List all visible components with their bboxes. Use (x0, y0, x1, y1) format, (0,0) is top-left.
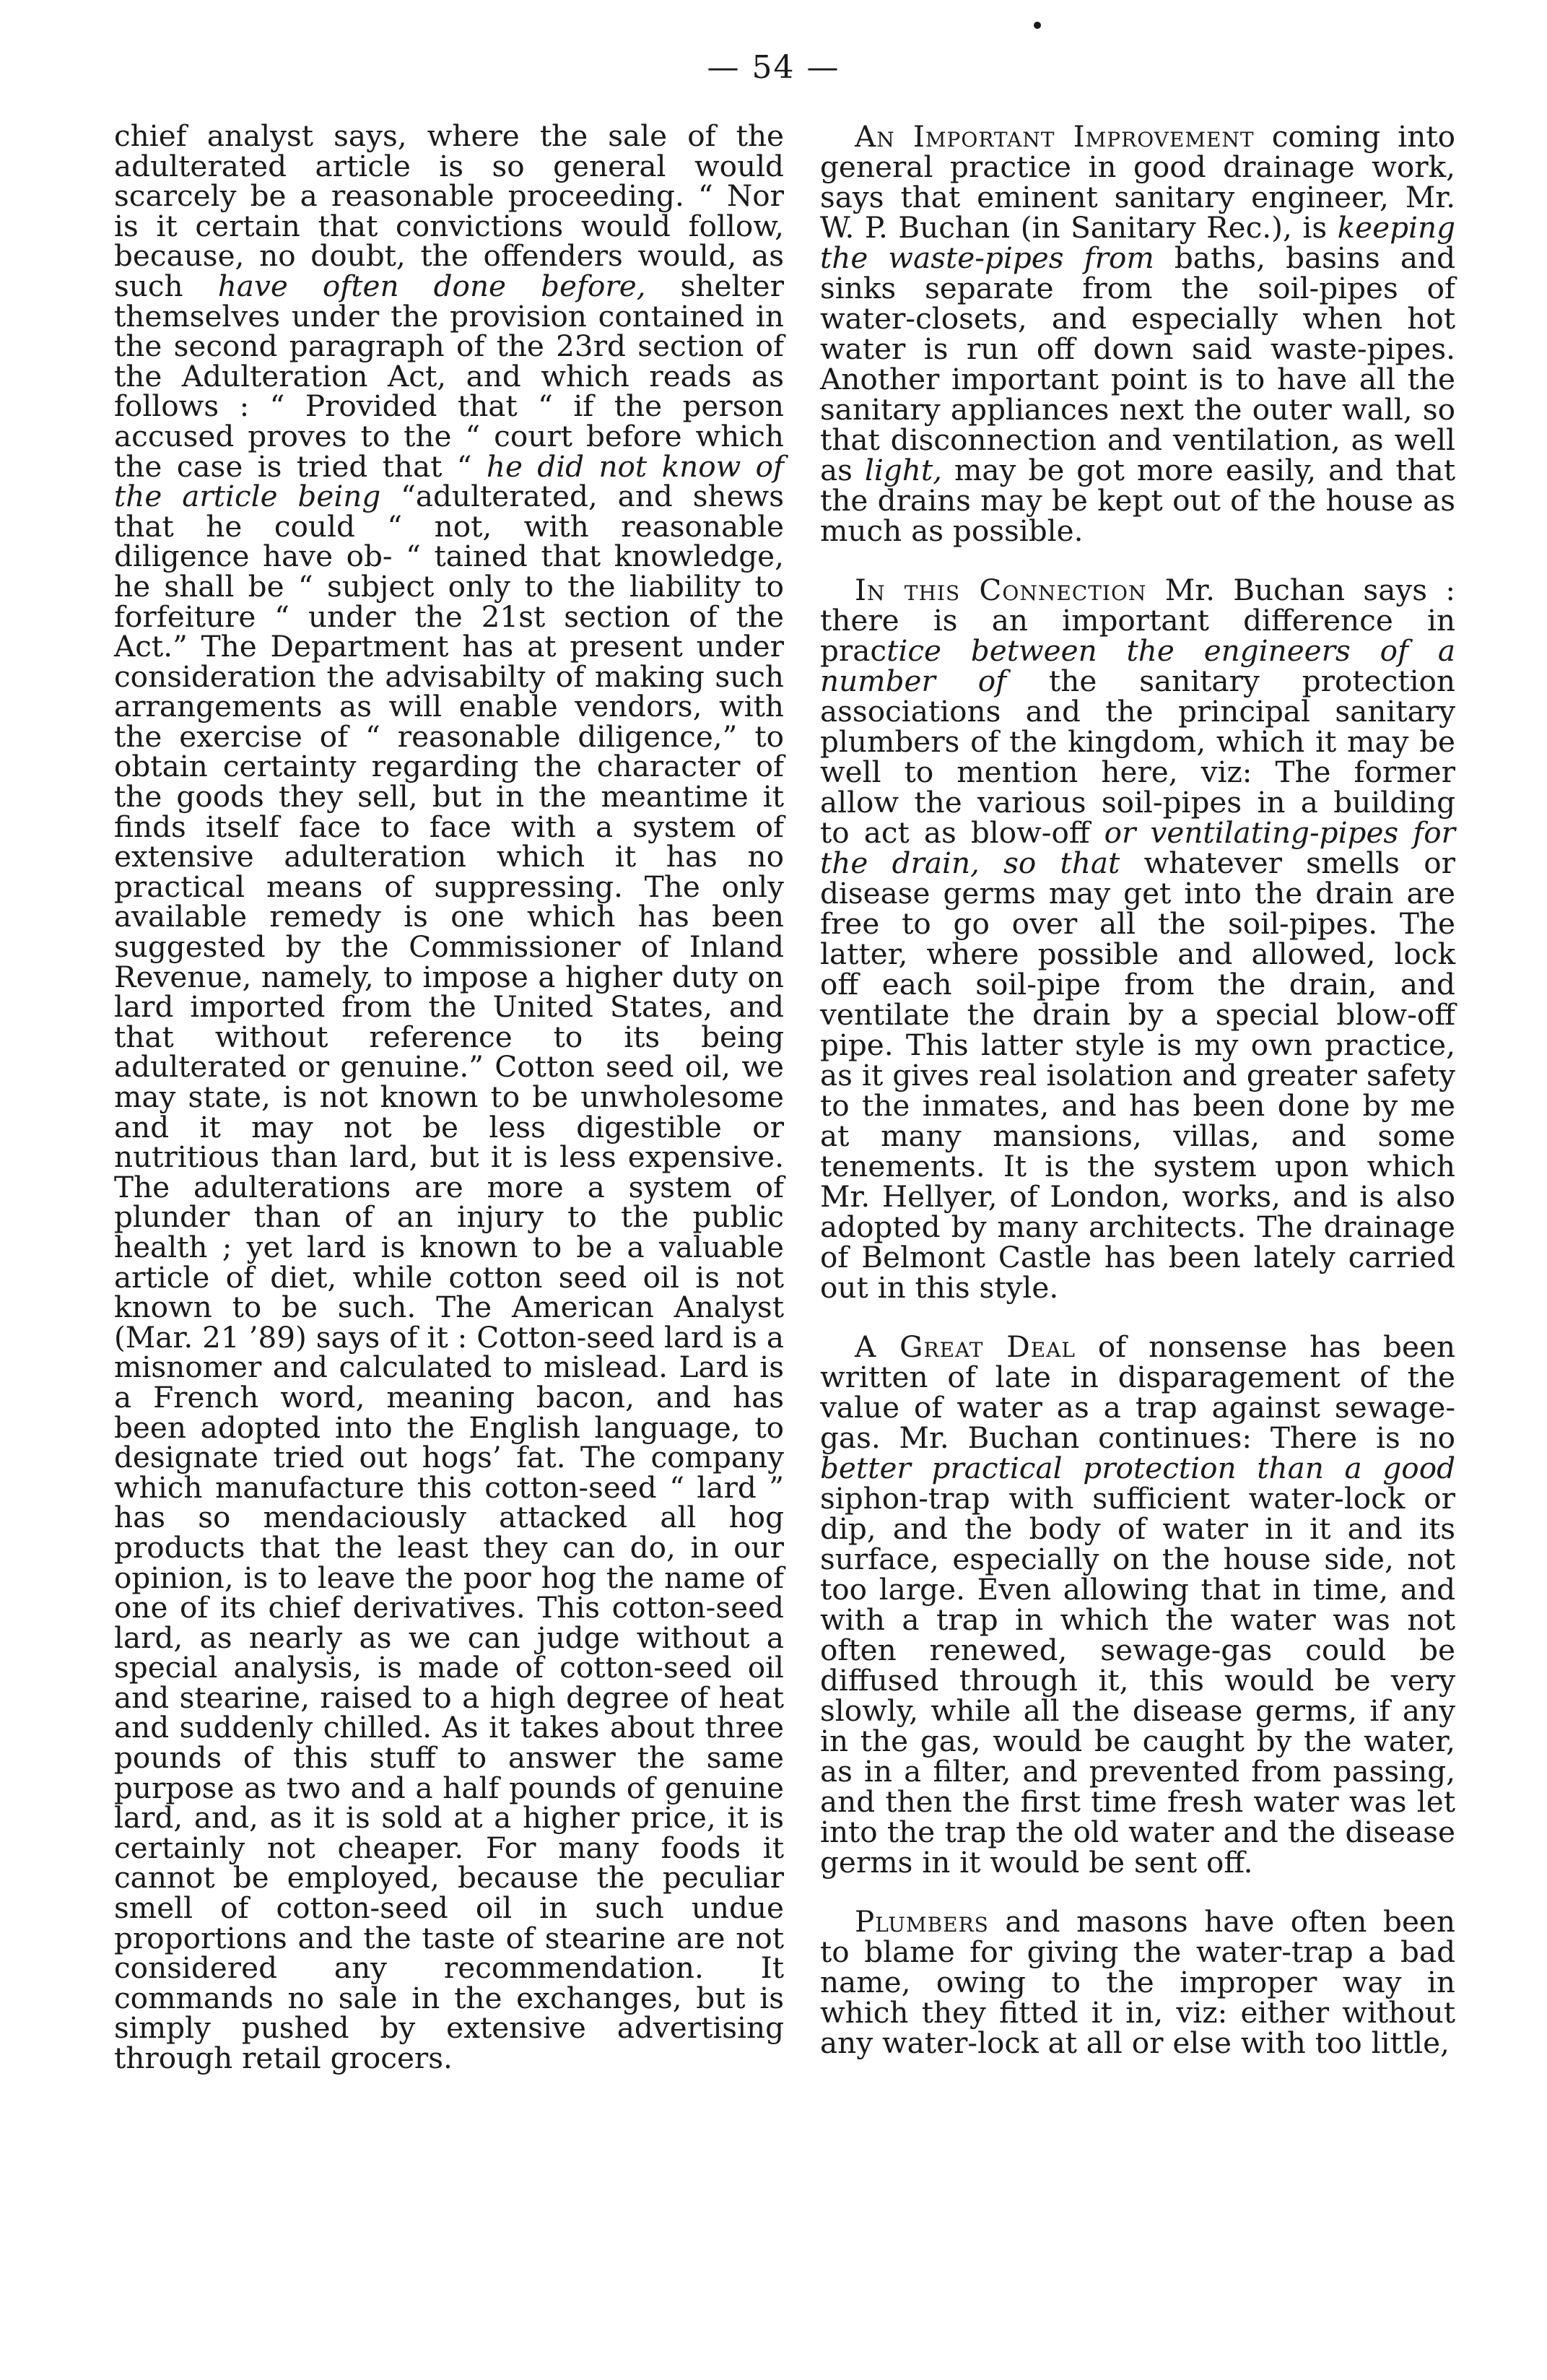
text-run: “adulterated, and shews that he could “ not, with reasonable diligence have ob- “ tained that knowledge, he shall be “ subject only to the liability to forfeiture “ under the 21st section of the Act.” The Department has at present under consideration the advisabilty of making such arrangements as will enable vendors, with the exercise of “ reasonable diligence,” to obtain certainty regarding the character of the goods they sell, but in the meantime it finds itself face to face with a system of extensive adulteration which it has no practical means of suppressing. The only available remedy is one which has been suggested by the Commissioner of Inland Revenue, namely, to impose a higher duty on lard imported from the United States, and that without reference to its being adulterated or genuine.” Cotton seed oil, we may state, is not known to be unwholesome and it may not be less digestible or nutritious than lard, but it is less expensive. The adulterations are more a system of plunder than of an injury to the public health ; yet lard is known to be a valuable article of diet, while cotton seed oil is not known to be such. The American Analyst (Mar. 21 ’89) says of it : Cotton-seed lard is a misnomer and calculated to mislead. Lard is a French word, meaning bacon, and has been adopted into the English language, to designate tried out hogs’ fat. The company which manufacture this cotton-seed “ lard ” has so mendaciously attacked all hog products that the least they can do, in our opinion, is to leave the poor hog the name of one of its chief derivatives. This cotton-seed lard, as nearly as we can judge without a special analysis, is made of cotton-seed oil and stearine, raised to a high degree of heat and suddenly chilled. As it takes about three pounds of this stuff to answer the same purpose as two and a half pounds of genuine lard, and, as it is sold at a higher price, it is certainly not cheaper. For many foods it cannot be employed, because the peculiar smell of cotton-seed oil in such undue proportions and the taste of stearine are not considered any recommendation. It commands no sale in the exchanges, but is simply pushed by extensive advertising through retail grocers. (114, 479, 784, 2075)
italic-text-run: light, (864, 453, 942, 487)
italic-text-run: have often done before, (217, 268, 646, 303)
right-paragraph-3 (820, 1329, 1455, 1880)
right-paragraph-1 (820, 121, 1455, 546)
left-paragraph-1 (114, 118, 785, 2075)
italic-text-run: he did not know of the article being (114, 448, 784, 514)
italic-text-run: tice between the engineers of a number of (820, 633, 1455, 698)
text-run: chief analyst says, where the sale of the adulterated article is so general would scarcely be a reasonable proceeding. “ Nor is it certain that convictions would follow, because, no doubt, the offenders would, as such (114, 118, 784, 303)
page-number: — 54 — (707, 49, 840, 86)
text-run: of nonsense has been written of late in disparagement of the value of water as a trap against sewage-gas. Mr. Buchan continues: There is no (820, 1329, 1455, 1455)
text-run: shelter themselves under the provision contained in the second paragraph of the 23rd section of the Adulteration Act, and which reads as follows : “ Provided that “ if the person accused proves to the “ court before which the case is tried that “ (114, 268, 785, 484)
text-run: baths, basins and sinks separate from the soil-pipes of water-closets, and especially when hot water is run off down said waste-pipes. Another important point is to have all the sanitary appliances next the outer wall, so that disconnection and ventilation, as well as (820, 240, 1455, 487)
right-column (820, 121, 1455, 2087)
left-column (114, 118, 785, 2075)
paragraph-lead: An Important Improvement (855, 119, 1255, 154)
text-run: coming into general practice in good drainage work, says that eminent sanitary engineer, Mr. W. P. Buchan (in Sanitary Rec.), is (820, 119, 1455, 245)
paragraph-lead: A Great Deal (855, 1329, 1076, 1364)
text-run: the sanitary protection associations and the principal sanitary plumbers of the kingdom, which it may be well to mention here, viz: The former allow the various soil-pipes in a building to act as blow-off (820, 664, 1455, 850)
text-run: siphon-trap with sufficient water-lock or dip, and the body of water in it and its surface, especially on the house side, not too large. Even allowing that in time, and with a trap in which the water was not often renewed, sewage-gas could be diffused through it, this would be very slowly, while all the disease germs, if any in the gas, would be caught by the water, as in a filter, and prevented from passing, and then the first time fresh water was let into the trap the old water and the disease germs in it would be sent off. (820, 1481, 1455, 1880)
text-run: may be got more easily, and that the drains may be kept out of the house as much as possible. (820, 453, 1455, 548)
right-paragraph-2 (820, 575, 1455, 1303)
text-run: and masons have often been to blame for giving the water-trap a bad name, owing to the improper way in which they fitted it in, viz: either without any water-lock at all or else with too little, (820, 1904, 1455, 2060)
text-run: whatever smells or disease germs may get into the drain are free to go over all the soil-pipes. The latter, where possible and allowed, lock off each soil-pipe from the drain, and ventilate the drain by a special blow-off pipe. This latter style is my own practice, as it gives real isolation and greater safety to the inmates, and has been done by me at many mansions, villas, and some tenements. It is the system upon which Mr. Hellyer, of London, works, and is also adopted by many architects. The drainage of Belmont Castle has been lately carried out in this style. (820, 846, 1455, 1305)
right-paragraph-4 (820, 1906, 1455, 2058)
paragraph-lead: Plumbers (855, 1904, 989, 1939)
italic-text-run: or ventilating-pipes for the drain, so that (820, 815, 1455, 880)
paragraph-lead: In this Connection (855, 573, 1147, 607)
text-run: Mr. Buchan says : there is an important difference in prac (820, 573, 1455, 668)
ink-dot (1034, 22, 1041, 29)
italic-text-run: keeping the waste-pipes from (820, 210, 1455, 275)
italic-text-run: better practical protection than a good (820, 1451, 1455, 1485)
